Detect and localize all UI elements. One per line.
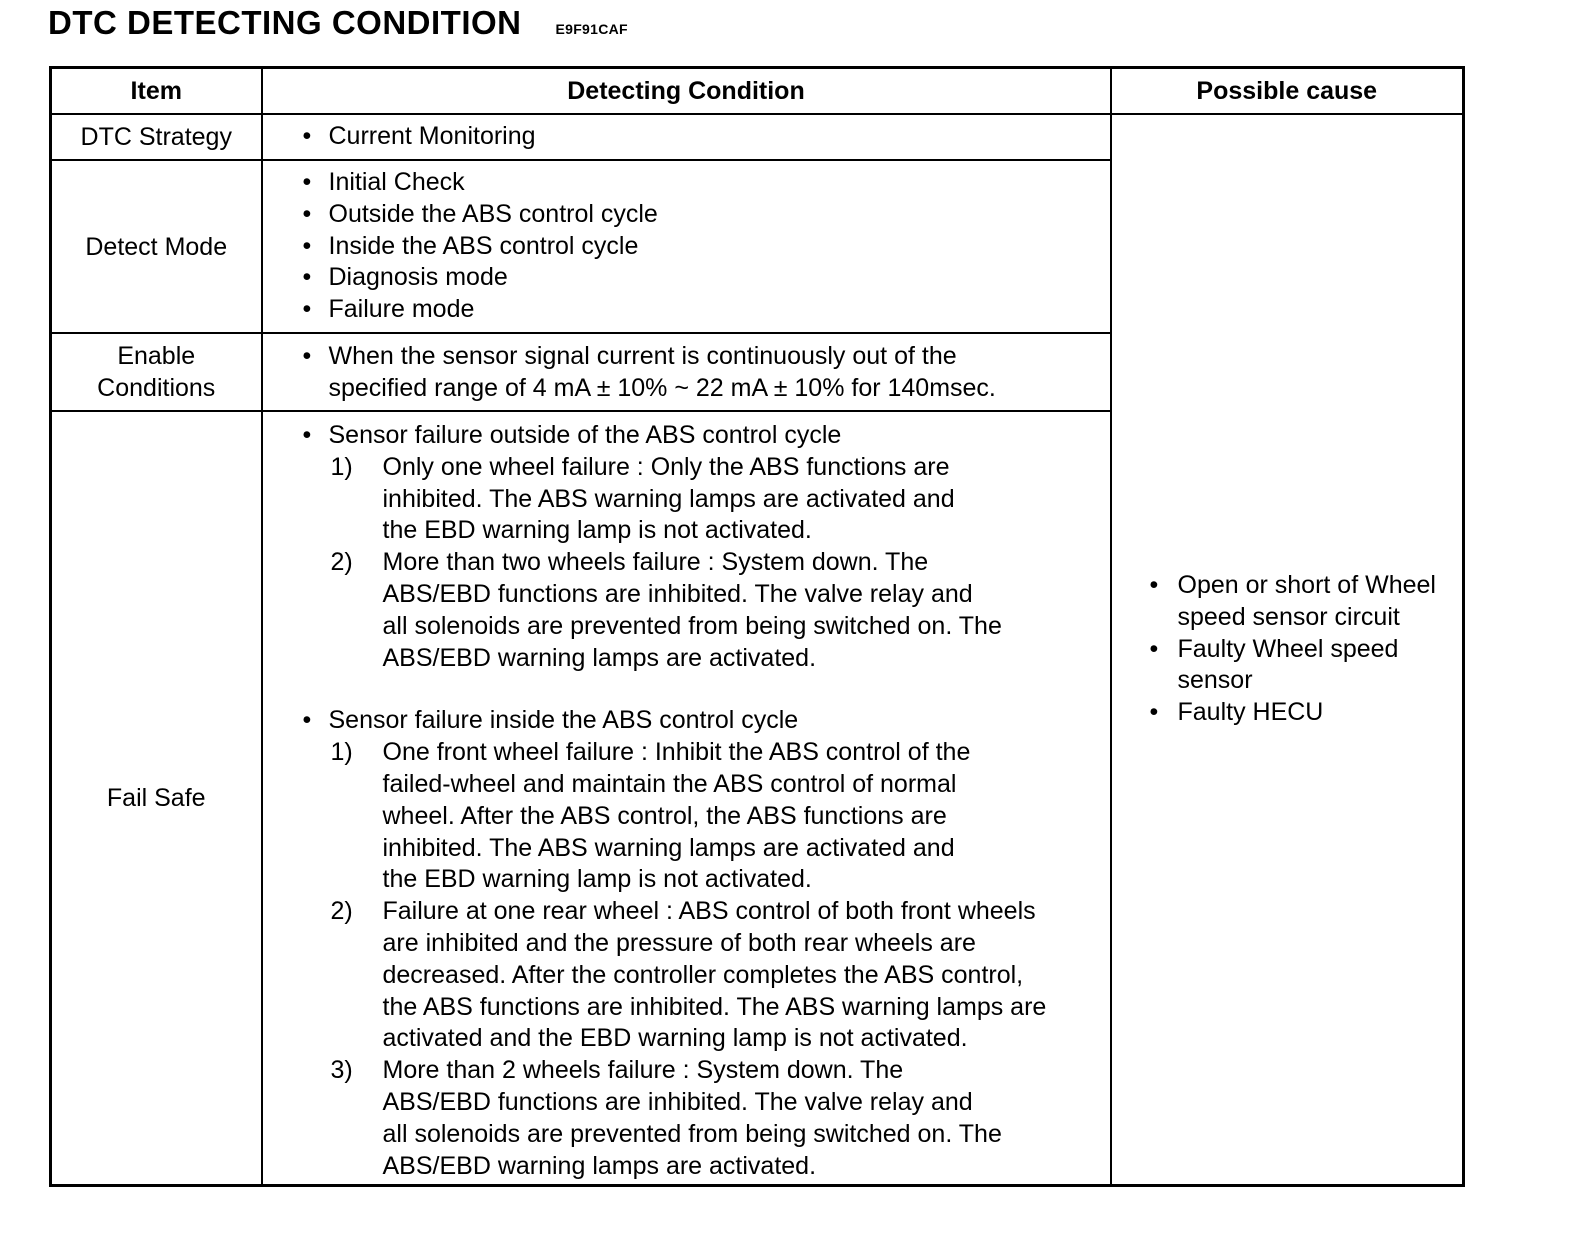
item-line: ABS/EBD warning lamps are activated. <box>382 643 817 672</box>
item-line: wheel. After the ABS control, the ABS functions are <box>382 801 947 830</box>
cause-line: sensor <box>1177 666 1253 695</box>
possible-cause-item <box>1112 634 1463 698</box>
item-line: decreased. After the controller completes the ABS control, <box>382 960 1024 989</box>
item-line: Conditions <box>97 374 216 402</box>
column-header-possible-cause: Possible cause <box>1111 68 1464 115</box>
item-line: all solenoids are prevented from being switched on. The <box>382 1119 1002 1148</box>
item-line: More than 2 wheels failure : System down. The <box>382 1056 904 1085</box>
list-item <box>263 737 1110 896</box>
item-line: all solenoids are prevented from being switched on. The <box>382 611 1002 640</box>
list-item <box>263 547 1110 674</box>
condition-fail-safe <box>262 411 1111 1186</box>
condition-dtc-strategy <box>262 114 1111 160</box>
list-item <box>263 341 1110 405</box>
list-item: • Inside the ABS control cycle <box>263 231 1110 263</box>
possible-cause-item <box>1112 570 1463 634</box>
list-item: • Diagnosis mode <box>263 262 1110 294</box>
fail-safe-heading: • Sensor failure inside the ABS control cycle <box>263 705 1110 737</box>
cause-line: speed sensor circuit <box>1177 602 1400 631</box>
cause-line: • Faulty HECU <box>1177 698 1324 727</box>
list-item <box>263 452 1110 547</box>
fail-safe-group-inside <box>263 705 1110 1182</box>
possible-cause-item <box>1112 697 1463 729</box>
fail-safe-heading: • Sensor failure outside of the ABS control cycle <box>263 420 1110 452</box>
item-detect-mode: Detect Mode <box>51 160 262 333</box>
item-line: activated and the EBD warning lamp is not activated. <box>382 1024 968 1053</box>
item-line: the EBD warning lamp is not activated. <box>382 516 812 545</box>
cause-line: • Open or short of Wheel <box>1177 571 1436 599</box>
item-line: inhibited. The ABS warning lamps are activated and <box>382 484 955 513</box>
list-item <box>263 1055 1110 1182</box>
condition-detect-mode <box>262 160 1111 333</box>
item-fail-safe: Fail Safe <box>51 411 262 1186</box>
item-dtc-strategy: DTC Strategy <box>51 114 262 160</box>
item-line: Failure at one rear wheel : ABS control of both front wheels <box>382 897 1036 926</box>
fail-safe-numbered-list <box>263 452 1110 675</box>
fail-safe-numbered-list <box>263 737 1110 1182</box>
item-line: are inhibited and the pressure of both rear wheels are <box>382 928 976 957</box>
item-number: 2) <box>330 548 353 577</box>
possible-cause-list <box>1112 570 1463 729</box>
item-line: One front wheel failure : Inhibit the ABS control of the <box>382 738 971 767</box>
fail-safe-group-outside <box>263 420 1110 674</box>
column-header-detecting-condition: Detecting Condition <box>262 68 1111 115</box>
item-number: 3) <box>330 1056 353 1085</box>
condition-list <box>263 121 1110 153</box>
condition-line: • When the sensor signal current is continuously out of the <box>328 342 957 370</box>
item-enable-conditions <box>51 333 262 411</box>
condition-list <box>263 341 1110 405</box>
document-code: E9F91CAF <box>555 21 628 37</box>
item-number: 1) <box>330 452 353 481</box>
column-header-item: Item <box>51 68 262 115</box>
item-line: the EBD warning lamp is not activated. <box>382 865 812 894</box>
item-line: Only one wheel failure : Only the ABS functions are <box>382 452 950 481</box>
item-line: ABS/EBD warning lamps are activated. <box>382 1151 817 1180</box>
cause-line: • Faulty Wheel speed <box>1177 634 1399 663</box>
table-header-row <box>51 68 1464 115</box>
condition-enable-conditions <box>262 333 1111 411</box>
list-item <box>263 896 1110 1055</box>
item-line: ABS/EBD functions are inhibited. The valve relay and <box>382 579 973 608</box>
page-heading <box>48 4 628 48</box>
dtc-detecting-condition-table <box>49 66 1465 1187</box>
list-item: • Current Monitoring <box>263 121 1110 153</box>
list-item: • Initial Check <box>263 167 1110 199</box>
table-row-dtc-strategy <box>51 114 1464 160</box>
item-line: More than two wheels failure : System down. The <box>382 548 929 577</box>
item-line: failed-wheel and maintain the ABS control of normal <box>382 769 957 798</box>
item-number: 1) <box>330 738 353 767</box>
list-item: • Outside the ABS control cycle <box>263 199 1110 231</box>
item-line: ABS/EBD functions are inhibited. The valve relay and <box>382 1087 973 1116</box>
item-line: Enable <box>117 342 196 370</box>
condition-line: specified range of 4 mA ± 10% ~ 22 mA ± 10% for 140msec. <box>328 373 996 402</box>
possible-cause-cell <box>1111 114 1464 1186</box>
item-number: 2) <box>330 897 353 926</box>
condition-list <box>263 167 1110 326</box>
list-item: • Failure mode <box>263 294 1110 326</box>
item-line: inhibited. The ABS warning lamps are activated and <box>382 833 955 862</box>
item-line: the ABS functions are inhibited. The ABS warning lamps are <box>382 992 1047 1021</box>
page-title: DTC DETECTING CONDITION <box>48 4 522 41</box>
